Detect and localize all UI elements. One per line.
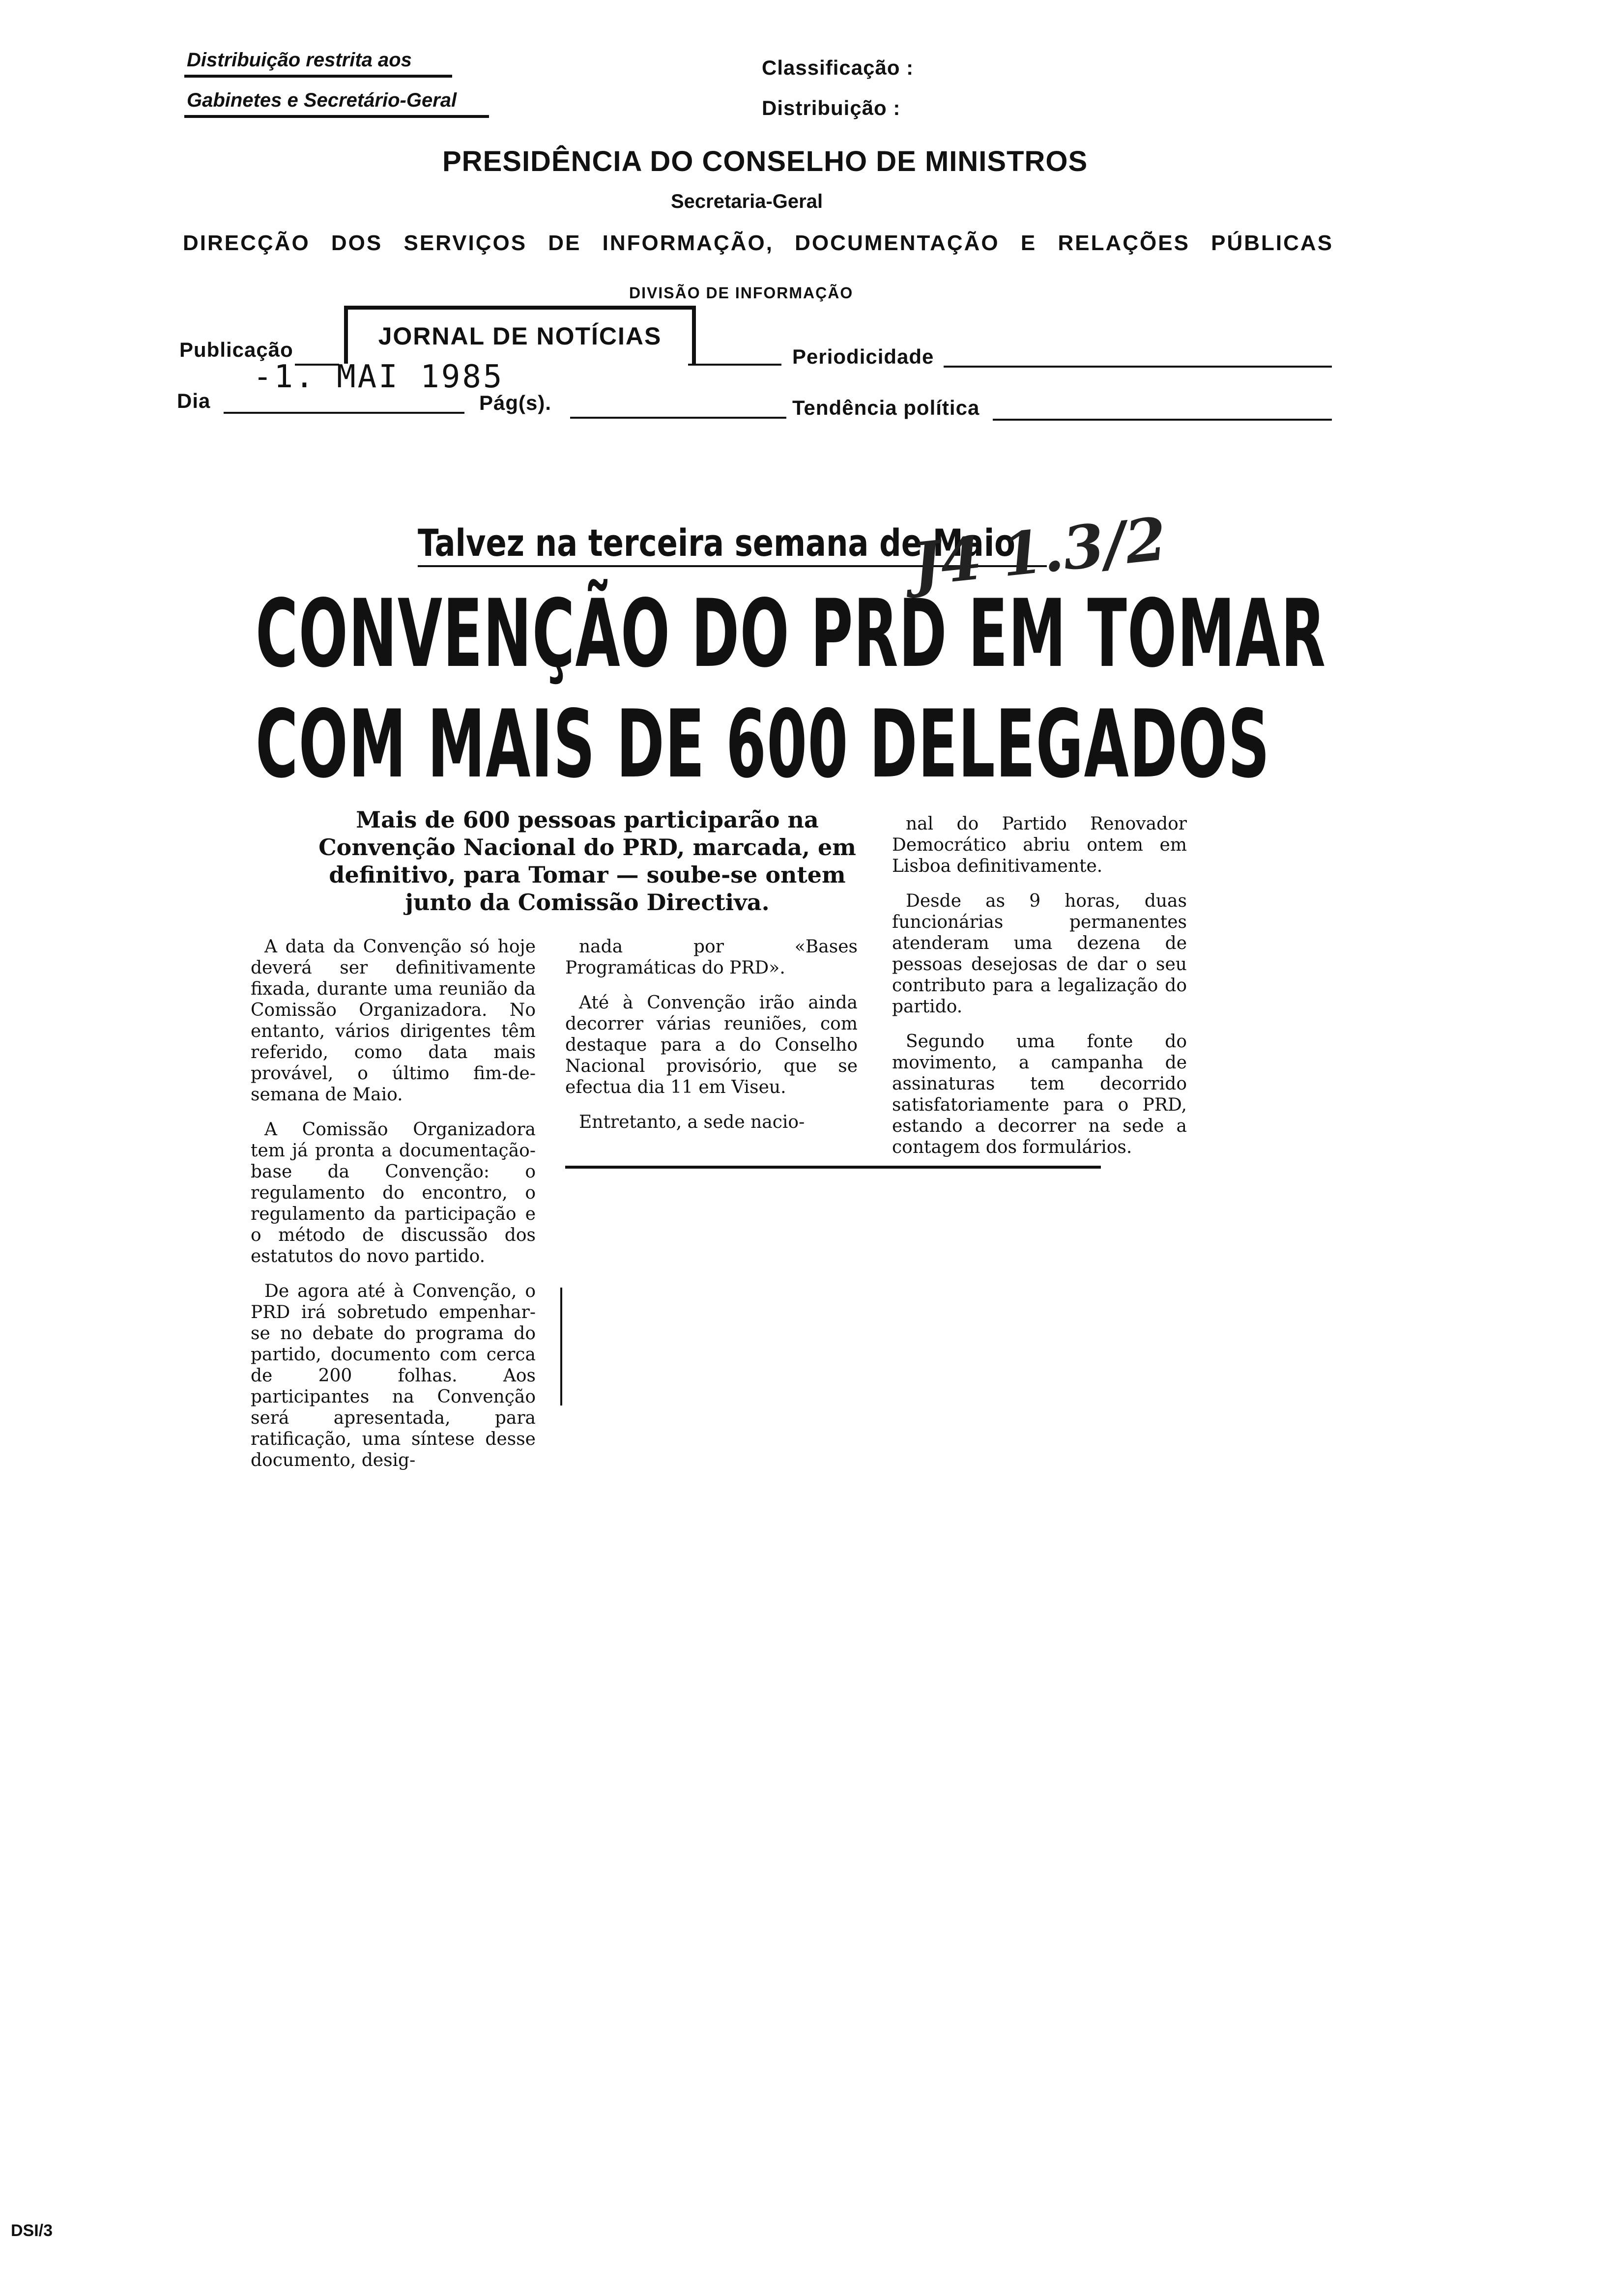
- headline-line-2: COM MAIS DE 600 DELEGADOS: [256, 690, 1270, 799]
- col2-paragraph-3: Entretanto, a sede nacio-: [579, 1112, 805, 1132]
- article-kicker: Talvez na terceira semana de Maio: [418, 521, 1016, 565]
- column-divider: [560, 1288, 562, 1406]
- col3-paragraph-2: Desde as 9 horas, duas funcionárias permanentes atenderam uma dezena de pessoas desejosas de dar o seu contributo para a legalização do partido.: [892, 891, 1187, 1017]
- article-lead: Mais de 600 pessoas participarão na Convenção Nacional do PRD, marcada, em definitivo, para Tomar — soube-se ontem junto da Comissão Directiva.: [318, 806, 856, 916]
- pages-field-line: [570, 417, 786, 419]
- col1-paragraph-2: A Comissão Organizadora tem já pronta a documentação-base da Convenção: o regulamento do encontro, o regulamento da participação e o método de discussão dos estatutos do novo partido.: [251, 1119, 536, 1266]
- distribution-line-1: Distribuição restrita aos: [187, 49, 412, 71]
- periodicity-label: Periodicidade: [792, 345, 934, 368]
- letterhead-direction: DIRECÇÃO DOS SERVIÇOS DE INFORMAÇÃO, DOCUMENTAÇÃO E RELAÇÕES PÚBLICAS: [183, 231, 1334, 255]
- handwritten-annotation: J4 1.3/2: [909, 504, 1170, 600]
- tendency-field-line: [993, 419, 1332, 421]
- article-end-rule: [565, 1166, 1101, 1169]
- publication-field-line-right: [688, 364, 781, 366]
- distribution-line-2: Gabinetes e Secretário-Geral: [187, 89, 457, 111]
- article-column-3: [892, 813, 1187, 1172]
- col1-paragraph-3: De agora até à Convenção, o PRD irá sobretudo empenhar-se no debate do programa do partido, documento com cerca de 200 folhas. Aos participantes na Convenção será apresentada, para ratificação, uma síntese desse documento, desig-: [251, 1281, 536, 1470]
- col3-paragraph-3: Segundo uma fonte do movimento, a campanha de assinaturas tem decorrido satisfatoriamente para o PRD, estando a decorrer na sede a contagem dos formulários.: [892, 1032, 1187, 1157]
- letterhead-title: PRESIDÊNCIA DO CONSELHO DE MINISTROS: [442, 145, 1088, 177]
- letterhead-subtitle: Secretaria-Geral: [671, 191, 823, 212]
- article-column-2: [565, 936, 858, 1147]
- col3-paragraph-1: nal do Partido Renovador Democrático abriu ontem em Lisboa definitivamente.: [892, 814, 1187, 876]
- publication-stamp: JORNAL DE NOTÍCIAS: [344, 306, 696, 364]
- distribution-underline-2: [184, 115, 489, 118]
- publication-label: Publicação: [179, 338, 293, 361]
- day-label: Dia: [177, 389, 211, 412]
- headline-line-1: CONVENÇÃO DO PRD EM TOMAR: [256, 579, 1326, 688]
- day-field-line: [224, 412, 464, 414]
- day-stamp: -1. MAI 1985: [253, 359, 504, 395]
- col2-paragraph-2: Até à Convenção irão ainda decorrer várias reuniões, com destaque para a do Conselho Nacional provisório, que se efectua dia 11 em Viseu.: [565, 993, 858, 1097]
- classification-label: Classificação :: [762, 56, 914, 79]
- article-column-1: [251, 936, 536, 1485]
- tendency-label: Tendência política: [792, 396, 980, 419]
- distribution-label: Distribuição :: [762, 96, 901, 119]
- col1-paragraph-1: A data da Convenção só hoje deverá ser definitivamente fixada, durante uma reunião da Comissão Organizadora. No entanto, vários dirigentes têm referido, como data mais provável, o último fim-de-semana de Maio.: [251, 937, 536, 1105]
- periodicity-field-line: [944, 366, 1332, 368]
- col2-paragraph-1: nada por «Bases Programáticas do PRD».: [565, 937, 858, 978]
- distribution-underline-1: [184, 75, 452, 78]
- pages-label: Pág(s).: [479, 391, 552, 414]
- letterhead-division: DIVISÃO DE INFORMAÇÃO: [629, 284, 854, 302]
- footer-code: DSI/3: [11, 2221, 53, 2240]
